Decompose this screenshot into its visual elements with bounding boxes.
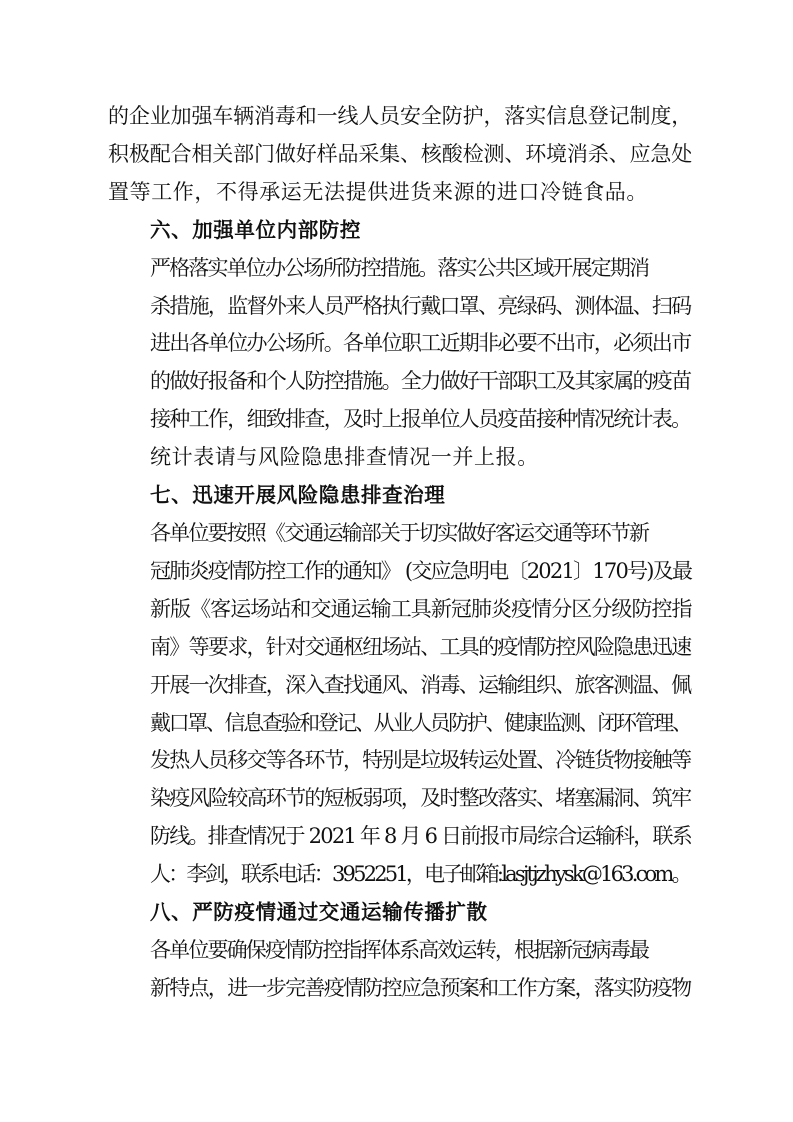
paragraph-line: 开展一次排查，深入查找通风、消毒、运输组织、旅客测温、佩: [150, 672, 691, 697]
paragraph-line: 新版《客运场站和交通运输工具新冠肺炎疫情分区分级防控指: [150, 596, 692, 621]
paragraph-line: 戴口罩、信息查验和登记、从业人员防护、健康监测、闭环管理、: [150, 710, 691, 735]
section-heading: 八、严防疫情通过交通运输传播扩散: [150, 900, 488, 925]
section-heading: 六、加强单位内部防控: [150, 217, 361, 242]
paragraph-line: 统计表请与风险隐患排查情况一并上报。: [150, 445, 539, 470]
body-paragraph: [108, 515, 693, 894]
paragraph-line: 人：李剑，联系电话：3952251，电子邮箱:lasjtjzhysk@163.com。: [150, 862, 690, 887]
paragraph-line: 防线。排查情况于 2021 年 8 月 6 日前报市局综合运输科，联系: [150, 824, 691, 849]
document-body: [108, 98, 693, 1008]
body-paragraph: [108, 250, 693, 477]
paragraph-line: 新特点，进一步完善疫情防控应急预案和工作方案，落实防疫物: [150, 975, 691, 1000]
paragraph-line: 冠肺炎疫情防控工作的通知》 (交应急明电〔2021〕170号)及最: [150, 558, 692, 583]
paragraph-line: 置等工作，不得承运无法提供进货来源的进口冷链食品。: [108, 179, 648, 204]
paragraph-line: 南》等要求，针对交通枢纽场站、工具的疫情防控风险隐患迅速: [150, 634, 691, 659]
paragraph-line: 各单位要确保疫情防控指挥体系高效运转，根据新冠病毒最: [150, 937, 649, 962]
paragraph-line: 杀措施，监督外来人员严格执行戴口罩、亮绿码、测体温、扫码: [150, 293, 691, 318]
paragraph-line: 各单位要按照《交通运输部关于切实做好客运交通等环节新: [150, 520, 649, 545]
paragraph-line: 的做好报备和个人防控措施。全力做好干部职工及其家属的疫苗: [150, 369, 691, 394]
paragraph-line: 接种工作，细致排查，及时上报单位人员疫苗接种情况统计表。: [150, 407, 691, 432]
paragraph-line: 积极配合相关部门做好样品采集、核酸检测、环境消杀、应急处: [108, 141, 693, 166]
paragraph-line: 的企业加强车辆消毒和一线人员安全防护，落实信息登记制度，: [108, 104, 693, 128]
body-paragraph: [108, 932, 693, 1008]
paragraph-line: 发热人员移交等各环节，特别是垃圾转运处置、冷链货物接触等: [150, 748, 691, 773]
section-heading: 七、迅速开展风险隐患排查治理: [150, 483, 446, 508]
body-paragraph: [108, 98, 693, 212]
paragraph-line: 严格落实单位办公场所防控措施。落实公共区域开展定期消: [150, 255, 649, 280]
paragraph-line: 进出各单位办公场所。各单位职工近期非必要不出市，必须出市: [150, 331, 691, 356]
paragraph-line: 染疫风险较高环节的短板弱项，及时整改落实、堵塞漏洞、筑牢: [150, 786, 691, 811]
